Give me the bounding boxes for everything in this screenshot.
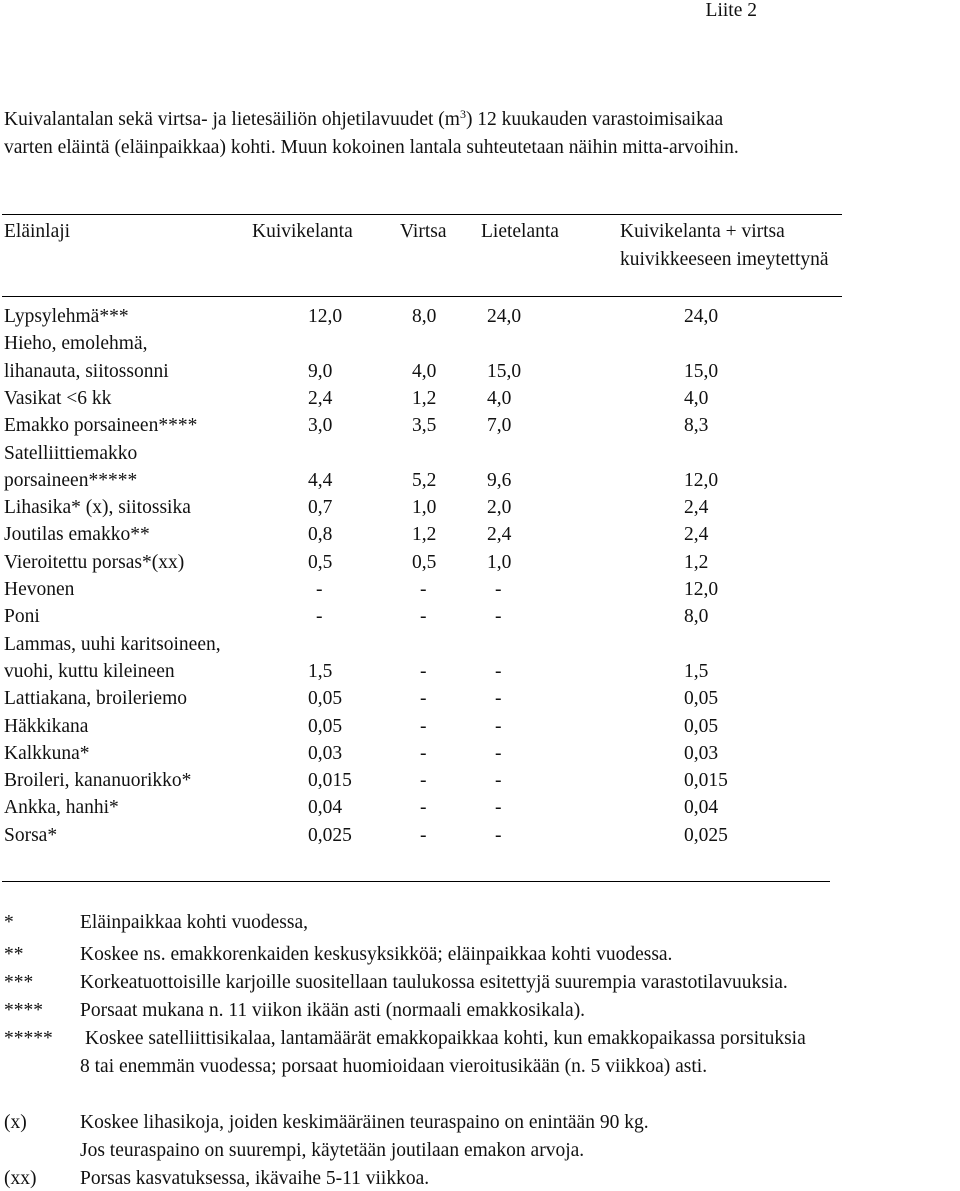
cell-lietelanta: -: [495, 579, 502, 600]
cell-lietelanta: 9,6: [487, 469, 512, 491]
footnote-mark: (x): [4, 1112, 27, 1133]
cell-virtsa: 8,0: [412, 306, 437, 327]
row-label: Hevonen: [4, 579, 75, 600]
row-label: Vasikat <6 kk: [4, 387, 112, 409]
cell-kuivike-virtsa: 1,5: [684, 660, 709, 682]
cell-virtsa: 3,5: [412, 415, 437, 437]
row-label: lihanauta, siitossonni: [4, 360, 169, 382]
header-dry-manure: Kuivikelanta: [252, 221, 353, 242]
footnote-mark: ****: [4, 1000, 43, 1021]
cell-kuivike-virtsa: 0,05: [684, 715, 719, 737]
intro-line-1: [4, 107, 724, 130]
row-label: Kalkkuna*: [4, 742, 90, 764]
cell-lietelanta: 15,0: [487, 360, 522, 382]
cell-kuivike-virtsa: 0,03: [684, 742, 719, 764]
cell-virtsa: 4,0: [412, 360, 437, 382]
cell-lietelanta: -: [495, 606, 502, 628]
footnote-mark: *****: [4, 1028, 53, 1049]
cell-virtsa: 1,2: [412, 387, 437, 409]
cell-virtsa: -: [420, 797, 427, 819]
header-slurry: Lietelanta: [481, 221, 559, 242]
cell-kuivikelanta: 0,8: [308, 524, 333, 546]
row-label: Hieho, emolehmä,: [4, 333, 148, 355]
row-label: vuohi, kuttu kileineen: [4, 660, 175, 682]
cell-kuivikelanta: 0,7: [308, 497, 333, 519]
cell-kuivikelanta: 0,05: [308, 688, 343, 710]
footnote-mark: *: [4, 912, 14, 933]
footnote-text: Porsaat mukana n. 11 viikon ikään asti (normaali emakkosikala).: [80, 1000, 586, 1021]
cell-kuivikelanta: 1,5: [308, 660, 333, 682]
cell-lietelanta: 2,4: [487, 524, 512, 546]
header-urine: Virtsa: [400, 221, 447, 242]
cell-lietelanta: -: [495, 742, 502, 764]
row-label: Vieroitettu porsas*(xx): [4, 551, 185, 573]
cell-kuivikelanta: 0,025: [308, 824, 352, 846]
table-top-rule: [2, 214, 842, 215]
cell-kuivike-virtsa: 15,0: [684, 360, 719, 382]
row-label: Satelliittiemakko: [4, 442, 138, 464]
row-label: Lihasika* (x), siitossika: [4, 497, 191, 519]
cell-virtsa: -: [420, 742, 427, 764]
cell-kuivike-virtsa: 0,015: [684, 770, 728, 792]
cell-kuivike-virtsa: 8,3: [684, 415, 709, 437]
cell-kuivikelanta: 3,0: [308, 415, 333, 437]
cell-kuivike-virtsa: 4,0: [684, 387, 709, 409]
footnote-text: 8 tai enemmän vuodessa; porsaat huomioidaan vieroitusikään (n. 5 viikkoa) asti.: [80, 1056, 708, 1077]
footnote-text: Koskee ns. emakkorenkaiden keskusyksikköä; eläinpaikkaa kohti vuodessa.: [80, 944, 673, 965]
page-label: Liite 2: [705, 0, 757, 21]
row-label: Häkkikana: [4, 715, 89, 737]
cell-kuivikelanta: 12,0: [308, 306, 343, 327]
row-label: Lattiakana, broileriemo: [4, 688, 188, 710]
intro-text-before-sup: Kuivalantalan sekä virtsa- ja lietesäiliön ohjetilavuudet (m: [4, 109, 460, 130]
cell-kuivike-virtsa: 24,0: [684, 306, 719, 327]
cell-kuivike-virtsa: 0,05: [684, 688, 719, 710]
cell-lietelanta: 2,0: [487, 497, 512, 519]
cell-kuivikelanta: 0,05: [308, 715, 343, 737]
row-label: Joutilas emakko**: [4, 524, 150, 546]
cell-lietelanta: -: [495, 770, 502, 792]
cell-virtsa: -: [420, 660, 427, 682]
row-label: Emakko porsaineen****: [4, 415, 198, 437]
footnote-text: Porsas kasvatuksessa, ikävaihe 5-11 viikkoa.: [80, 1168, 430, 1189]
cell-kuivike-virtsa: 2,4: [684, 497, 709, 519]
intro-text-after-sup: ) 12 kuukauden varastoimisaikaa: [465, 109, 724, 130]
cell-lietelanta: -: [495, 824, 502, 846]
row-label: Broileri, kananuorikko*: [4, 770, 192, 792]
cell-lietelanta: -: [495, 715, 502, 737]
header-litter-urine-2: kuivikkeeseen imeytettynä: [620, 249, 829, 270]
cell-kuivikelanta: 0,5: [308, 551, 333, 573]
cell-kuivikelanta: 0,015: [308, 770, 352, 792]
cell-lietelanta: 24,0: [487, 306, 522, 327]
cell-kuivikelanta: 0,04: [308, 797, 343, 819]
cell-virtsa: -: [420, 579, 427, 600]
intro-superscript: 3: [459, 107, 466, 121]
footnote-mark: ***: [4, 972, 34, 993]
cell-lietelanta: -: [495, 660, 502, 682]
row-label: Lypsylehmä***: [4, 306, 129, 327]
cell-kuivike-virtsa: 0,025: [684, 824, 728, 846]
row-label: Poni: [4, 606, 40, 628]
cell-kuivikelanta: 2,4: [308, 387, 333, 409]
cell-virtsa: 1,0: [412, 497, 437, 519]
cell-virtsa: -: [420, 688, 427, 710]
row-label: porsaineen*****: [4, 469, 138, 491]
footnote-text: Jos teuraspaino on suurempi, käytetään joutilaan emakon arvoja.: [80, 1140, 585, 1161]
footnote-mark: (xx): [4, 1168, 37, 1189]
cell-kuivike-virtsa: 1,2: [684, 551, 709, 573]
cell-lietelanta: -: [495, 797, 502, 819]
row-label: Ankka, hanhi*: [4, 797, 119, 819]
cell-lietelanta: -: [495, 688, 502, 710]
cell-kuivikelanta: -: [316, 579, 323, 600]
footnote-mark: **: [4, 944, 24, 965]
cell-kuivikelanta: 0,03: [308, 742, 343, 764]
header-litter-urine-1: Kuivikelanta + virtsa: [620, 221, 785, 242]
cell-kuivike-virtsa: 0,04: [684, 797, 719, 819]
cell-kuivikelanta: 4,4: [308, 469, 333, 491]
cell-lietelanta: 7,0: [487, 415, 512, 437]
cell-virtsa: 1,2: [412, 524, 437, 546]
cell-kuivike-virtsa: 12,0: [684, 469, 719, 491]
cell-kuivikelanta: -: [316, 606, 323, 628]
table-header-rule: [2, 296, 842, 297]
table-bottom-rule: [2, 881, 830, 882]
cell-virtsa: -: [420, 824, 427, 846]
header-animal: Eläinlaji: [4, 221, 71, 242]
cell-virtsa: -: [420, 606, 427, 628]
cell-virtsa: 0,5: [412, 551, 437, 573]
cell-kuivike-virtsa: 8,0: [684, 606, 709, 628]
footnote-text: Koskee lihasikoja, joiden keskimääräinen teuraspaino on enintään 90 kg.: [80, 1112, 649, 1133]
cell-kuivike-virtsa: 2,4: [684, 524, 709, 546]
cell-kuivike-virtsa: 12,0: [684, 579, 719, 600]
footnote-text: Korkeatuottoisille karjoille suositellaan taulukossa esitettyjä suurempia varastotilavuuksia.: [80, 972, 788, 993]
row-label: Sorsa*: [4, 824, 58, 846]
cell-lietelanta: 1,0: [487, 551, 512, 573]
footnote-text: Koskee satelliittisikalaa, lantamäärät emakkopaikkaa kohti, kun emakkopaikassa porsituksia: [85, 1028, 806, 1049]
footnote-text: Eläinpaikkaa kohti vuodessa,: [80, 912, 308, 933]
cell-lietelanta: 4,0: [487, 387, 512, 409]
cell-kuivikelanta: 9,0: [308, 360, 333, 382]
intro-line-2: varten eläintä (eläinpaikkaa) kohti. Muun kokoinen lantala suhteutetaan näihin mitta-arvoihin.: [4, 137, 739, 158]
cell-virtsa: 5,2: [412, 469, 437, 491]
cell-virtsa: -: [420, 715, 427, 737]
row-label: Lammas, uuhi karitsoineen,: [4, 633, 221, 655]
cell-virtsa: -: [420, 770, 427, 792]
